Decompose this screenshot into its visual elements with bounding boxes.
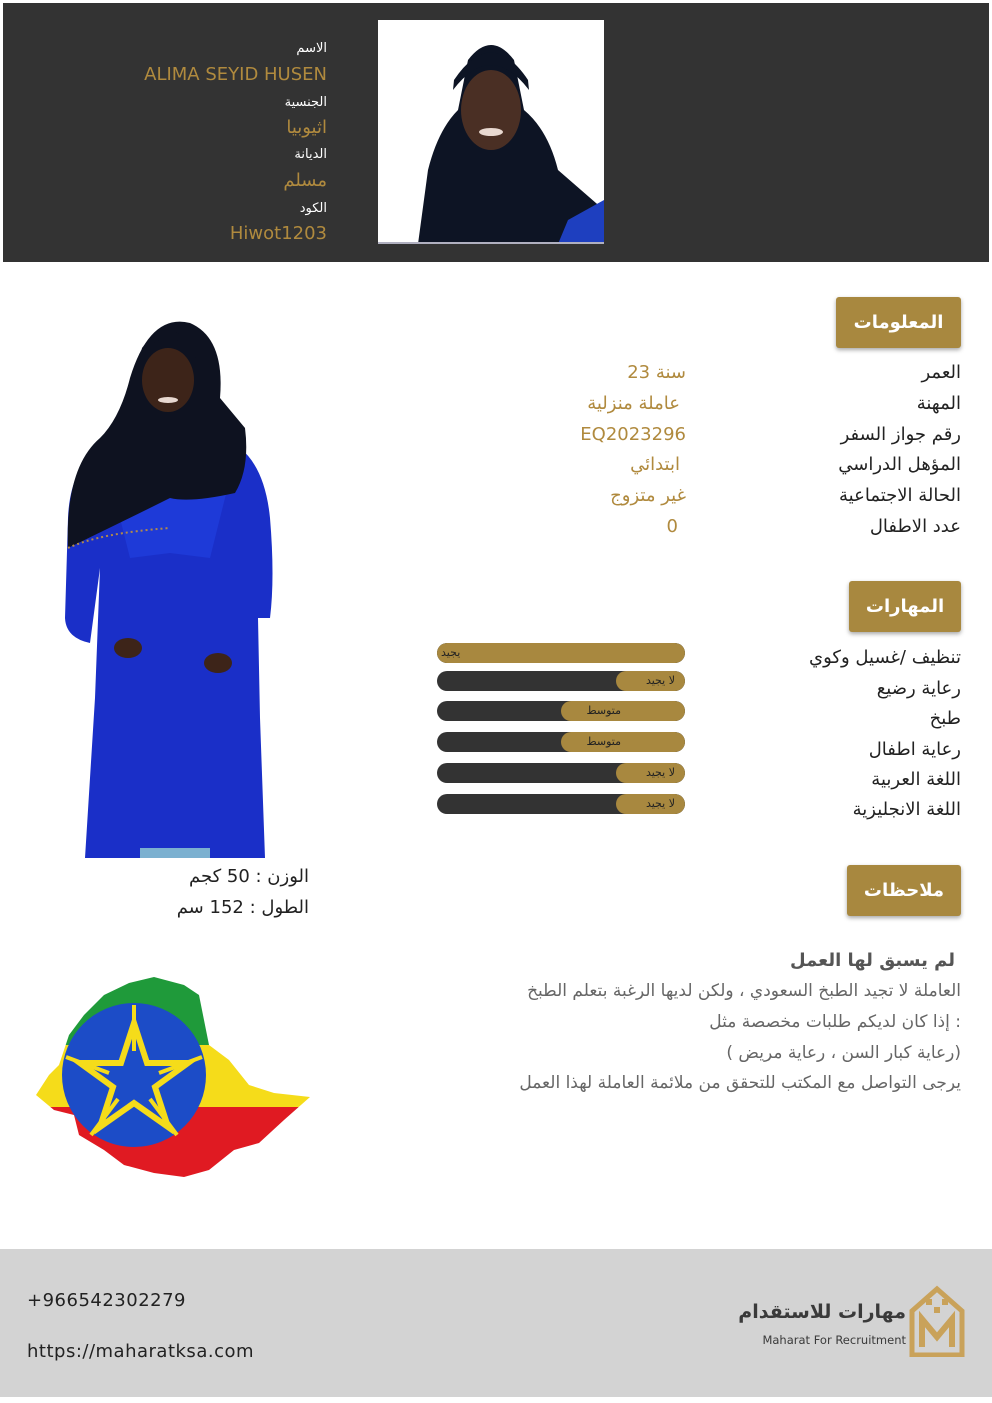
ethiopia-flag-map <box>34 975 312 1180</box>
skill-bar <box>437 671 685 691</box>
skill-infant-care-label: رعاية رضيع <box>876 678 961 699</box>
company-logo <box>738 1285 968 1361</box>
children-label: عدد الاطفال <box>869 516 961 537</box>
phone-number[interactable]: +966542302279 <box>27 1290 187 1311</box>
notes-line: العاملة لا تجيد الطبخ السعودي ، ولكن لديها الرغبة بتعلم الطبخ <box>527 981 961 1001</box>
website-link[interactable]: https://maharatksa.com <box>27 1341 255 1362</box>
weight-text: الوزن : 50 كجم <box>189 866 309 887</box>
skill-english-label: اللغة الانجليزية <box>852 799 961 820</box>
name-label: الاسم <box>296 41 327 56</box>
logo-house-icon <box>908 1285 966 1357</box>
skill-level-text: يجيد <box>441 646 461 659</box>
age-value: 23 سنة <box>627 362 686 383</box>
portrait-photo <box>378 20 604 244</box>
name-value: ALIMA SEYID HUSEN <box>144 64 327 85</box>
skill-bar <box>437 701 685 721</box>
skill-bar <box>437 794 685 814</box>
skill-bar-fill <box>437 643 685 663</box>
skill-level-text: متوسط <box>586 735 621 748</box>
notes-line: ( رعاية كبار السن ، رعاية مريض) <box>726 1043 961 1063</box>
skill-level-text: لا يجيد <box>645 766 675 779</box>
skill-level-text: متوسط <box>586 704 621 717</box>
skills-section-title: المهارات <box>849 581 961 632</box>
skill-cleaning-label: تنظيف /غسيل وكوي <box>809 647 961 668</box>
notes-section-title: ملاحظات <box>847 865 961 916</box>
skill-arabic-label: اللغة العربية <box>871 769 961 790</box>
skill-level-text: لا يجيد <box>645 797 675 810</box>
footer <box>0 1249 992 1397</box>
age-label: العمر <box>921 362 961 383</box>
logo-arabic-text: مهارات للاستقدام <box>738 1301 906 1323</box>
religion-label: الديانة <box>294 147 327 162</box>
marital-status-label: الحالة الاجتماعية <box>839 485 961 506</box>
marital-status-value: غير متزوج <box>610 485 686 506</box>
nationality-label: الجنسية <box>284 95 327 110</box>
skill-bar-fill <box>561 732 685 752</box>
logo-english-text: Maharat For Recruitment <box>762 1333 906 1347</box>
code-value: Hiwot1203 <box>229 223 327 244</box>
education-label: المؤهل الدراسي <box>838 454 961 475</box>
skill-childcare-label: رعاية اطفال <box>868 739 961 760</box>
full-body-photo <box>60 318 282 858</box>
children-value: 0 <box>666 516 678 537</box>
skill-bar <box>437 643 685 663</box>
passport-value: EQ2023296 <box>580 424 686 445</box>
notes-heading: لم يسبق لها العمل <box>790 950 955 971</box>
skill-cooking-label: طبخ <box>929 708 961 729</box>
profession-label: المهنة <box>916 393 961 414</box>
notes-line: إذا كان لديكم طلبات مخصصة مثل : <box>709 1012 961 1032</box>
nationality-value: اثيوبيا <box>286 117 327 138</box>
notes-line: يرجى التواصل مع المكتب للتحقق من ملائمة العاملة لهذا العمل <box>519 1073 961 1093</box>
passport-label: رقم جواز السفر <box>840 424 961 445</box>
education-value: ابتدائي <box>630 454 680 475</box>
skill-level-text: لا يجيد <box>645 674 675 687</box>
skill-bar-fill <box>561 701 685 721</box>
info-section-title: المعلومات <box>836 297 961 348</box>
skill-bar <box>437 763 685 783</box>
profession-value: عاملة منزلية <box>587 393 680 414</box>
religion-value: مسلم <box>283 170 327 191</box>
code-label: الكود <box>299 201 327 216</box>
skill-bar <box>437 732 685 752</box>
height-text: الطول : 152 سم <box>176 897 309 918</box>
